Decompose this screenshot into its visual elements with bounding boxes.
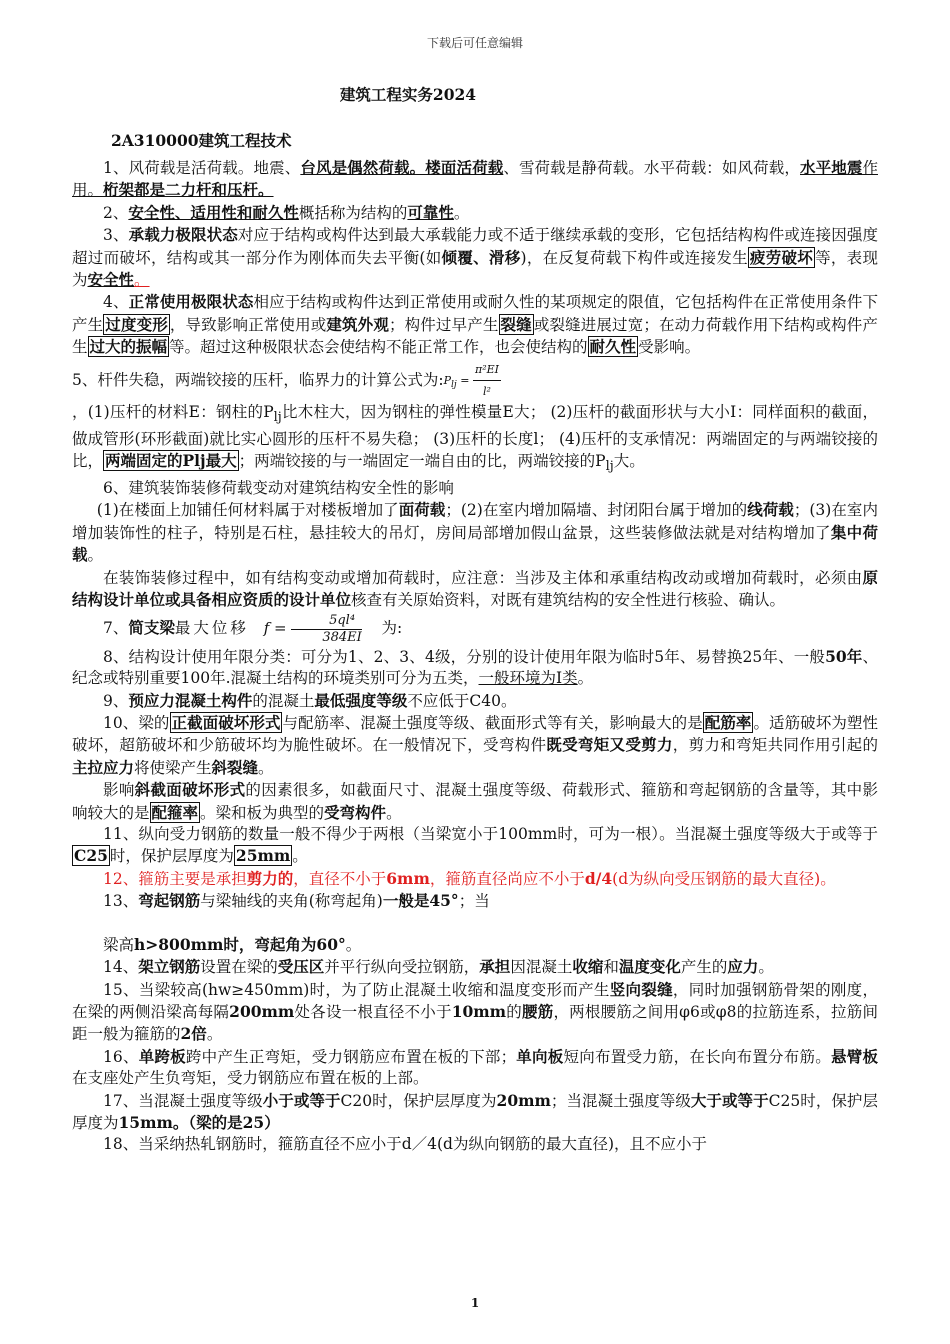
page-header: 下载后可任意编辑	[426, 36, 523, 50]
paragraph-15: 15、当梁较高(hw≥450mm)时，为了防止混凝土收缩和温度变形而产生竖向裂缝，同时加强钢筋骨架的刚度，在梁的两侧沿梁高每隔200mm处各设一根直径不小于10mm的腰筋，两根腰筋之间用φ6或φ8的拉筋连系，拉筋间距一般为箍筋的2倍。	[72, 979, 878, 1044]
page-title: 建筑工程实务2024	[339, 85, 477, 104]
paragraph-17: 17、当混凝土强度等级小于或等于C20时，保护层厚度为20mm；当混凝土强度等级大于或等于C25时，保护层厚度为15mm。（梁的是25）	[72, 1090, 878, 1132]
document-body	[72, 157, 878, 1156]
paragraph-10: 10、梁的 正截面破坏形式 与配筋率、混凝土强度等级、截面形式等有关，影响最大的是 配筋率 。适筋破坏为塑性破坏，超筋破坏和少筋破坏均为脆性破坏。在一般情况下，受弯构件既受弯矩又受剪力，剪力和弯矩共同作用引起的主拉应力将使梁产生斜裂缝。	[72, 713, 878, 777]
paragraph-2: 2、安全性、适用性和耐久性概括称为结构的可靠性。	[103, 202, 470, 222]
paragraph-6b: 在装饰装修过程中，如有结构变动或增加荷载时，应注意：当涉及主体和承重结构改动或增加荷载时，必须由原结构设计单位或具备相应资质的设计单位核查有关原始资料，对既有建筑结构的安全性进行核验、确认。	[72, 567, 878, 609]
paragraph-13b: 梁高h>800mm时，弯起角为60°。	[103, 934, 362, 954]
paragraph-6: 6、建筑装饰装修荷载变动对建筑结构安全性的影响	[103, 478, 454, 497]
paragraph-14: 14、架立钢筋设置在梁的受压区并平行纵向受拉钢筋，承担因混凝土收缩和温度变化产生的应力。	[103, 957, 774, 977]
critical-force-formula: $P_{lj}$ = $\frac{\text{π²EI}}{\text{l²}}$	[444, 359, 501, 403]
paragraph-12: 12、箍筋主要是承担剪力的，直径不小于6mm，箍筋直径尚应不小于d/4(d为纵向受压钢筋的最大直径)。	[103, 868, 836, 888]
paragraph-13: 13、弯起钢筋与梁轴线的夹角(称弯起角)一般是45°；当	[103, 891, 490, 911]
section-heading: 2A310000建筑工程技术	[111, 131, 292, 150]
paragraph-1: 1、风荷载是活荷载。地震、台风是偶然荷载。楼面活荷载、雪荷载是静荷载。水平荷载：如风荷载，水平地震作用。桁架都是二力杆和压杆。	[72, 158, 878, 200]
paragraph-9: 9、预应力混凝土构件的混凝土最低强度等级不应低于C40。	[103, 690, 517, 710]
paragraph-3: 3、承载力极限状态对应于结构或构件达到最大承载能力或不适于继续承载的变形，它包括结构构件或连接因强度超过而破坏，结构或其一部分作为刚体而失去平衡(如倾覆、滑移)，在反复荷载下构件或连接发生 疲劳破坏 等，表现为安全性。	[72, 225, 878, 290]
paragraph-5: 5、杆件失稳，两端铰接的压杆，临界力的计算公式为$:P_{lj}$ = $\frac{\text{π²EI}}{\text{l²}}$ ，(1)压杆的材料E：钢柱的$P_{lj}$比木柱大，因为钢柱的弹性模量E大； (2)压杆的截面形状与大小I：同样面积的截面，做成管形(环形截面)就比实心圆形的压杆不易失稳； (3)压杆的长度l； (4)压杆的支承情况：两端固定的与两端铰接的比， 两端固定的Plj最大 ；两端铰接的与一端固定一端自由的比，两端铰接的$P_{lj}$大。	[72, 359, 878, 478]
paragraph-10b: 影响斜截面破坏形式的因素很多，如截面尺寸、混凝土强度等级、荷载形式、箍筋和弯起钢筋的含量等，其中影响较大的是 配箍率 。梁和板为典型的受弯构件。	[72, 780, 878, 822]
paragraph-18: 18、当采纳热轧钢筋时，箍筋直径不应小于d／4(d为纵向钢筋的最大直径)，且不应小于	[103, 1135, 708, 1154]
paragraph-4: 4、正常使用极限状态相应于结构或构件达到正常使用或耐久性的某项规定的限值，它包括构件在正常使用条件下产生 过度变形 ，导致影响正常使用或建筑外观；构件过早产生 裂缝 或裂缝进展过宽；在动力荷载作用下结构或构件产生 过大的振幅 等。超过这种极限状态会使结构不能正常工作，也会使结构的 耐久性 受影响。	[72, 292, 878, 357]
paragraph-11: 11、纵向受力钢筋的数量一般不得少于两根（当梁宽小于100mm时，可为一根）。当混凝土强度等级大于或等于C25 时，保护层厚度为 25mm 。	[74, 825, 878, 866]
paragraph-8: 8、结构设计使用年限分类：可分为1、2、3、4级，分别的设计使用年限为临时5年、易替换25年、一般50年、纪念或特别重要100年.混凝土结构的环境类别可分为五类，一般环境为I类。	[72, 646, 878, 688]
paragraph-7: 7、简支梁最大位移 f = $\frac{\text{5ql⁴}}{384EI}$ 为:	[103, 612, 403, 645]
paragraph-16: 16、单跨板跨中产生正弯矩，受力钢筋应布置在板的下部；单向板短向布置受力筋，在长向布置分布筋。悬臂板在支座处产生负弯矩，受力钢筋应布置在板的上部。	[72, 1046, 878, 1088]
deflection-formula: f = $\frac{\text{5ql⁴}}{384EI}$	[263, 612, 362, 645]
paragraph-6a: (1)在楼面上加铺任何材料属于对楼板增加了面荷载；(2)在室内增加隔墙、封闭阳台属于增加的线荷载；(3)在室内增加装饰性的柱子，特别是石柱，悬挂较大的吊灯，房间局部增加假山盆景，这些装修做法就是对结构增加了集中荷载。	[72, 500, 878, 565]
page-number: 1	[470, 1296, 480, 1310]
